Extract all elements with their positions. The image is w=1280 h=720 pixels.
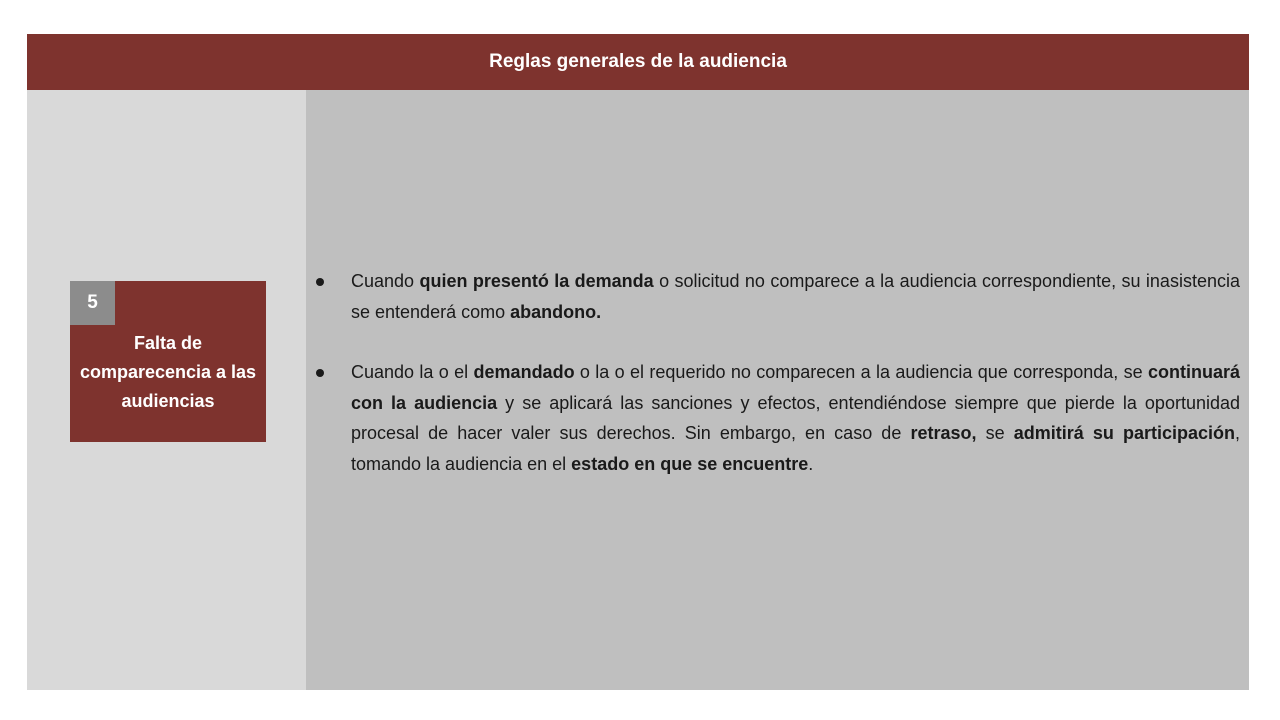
bold-text: estado en que se encuentre [571, 453, 809, 474]
text-run: . [808, 453, 814, 474]
bullet-text [351, 271, 1240, 322]
bold-text: retraso, [910, 423, 977, 443]
text-run: Cuando [351, 271, 420, 291]
text-run: o la o el requerido no comparecen a la audiencia que corresponda, se [574, 362, 1148, 382]
bold-text: abandono. [510, 301, 602, 322]
bold-text: continuará con la audiencia [351, 362, 1241, 413]
bullet-dot-icon [316, 278, 324, 286]
topic-number-badge: 5 [70, 281, 115, 325]
text-run: se [976, 423, 1014, 443]
text-run: y se aplicará las sanciones y efectos, entendiéndose siempre que pierde la oportunidad procesal de hacer valer sus derechos. Sin embargo, en caso de [351, 392, 1240, 443]
text-run: o solicitud no comparece a la audiencia correspondiente, su inasistencia se entenderá como [351, 271, 1240, 322]
text-run: , tomando la audiencia en el [351, 423, 1241, 474]
bullet-item [312, 357, 1240, 479]
bold-text: admitirá su participación [1013, 423, 1235, 443]
bullet-list [312, 266, 1240, 479]
bullet-item [312, 266, 1240, 327]
bullet-dot-icon [316, 369, 324, 377]
slide-title: Reglas generales de la audiencia [27, 34, 1249, 90]
bold-text: quien presentó la demanda [419, 271, 654, 291]
bold-text: demandado [473, 362, 575, 382]
text-run: Cuando la o el [351, 362, 474, 382]
bullet-text [351, 362, 1240, 474]
topic-title: Falta de comparecencia a las audiencias [79, 333, 257, 411]
